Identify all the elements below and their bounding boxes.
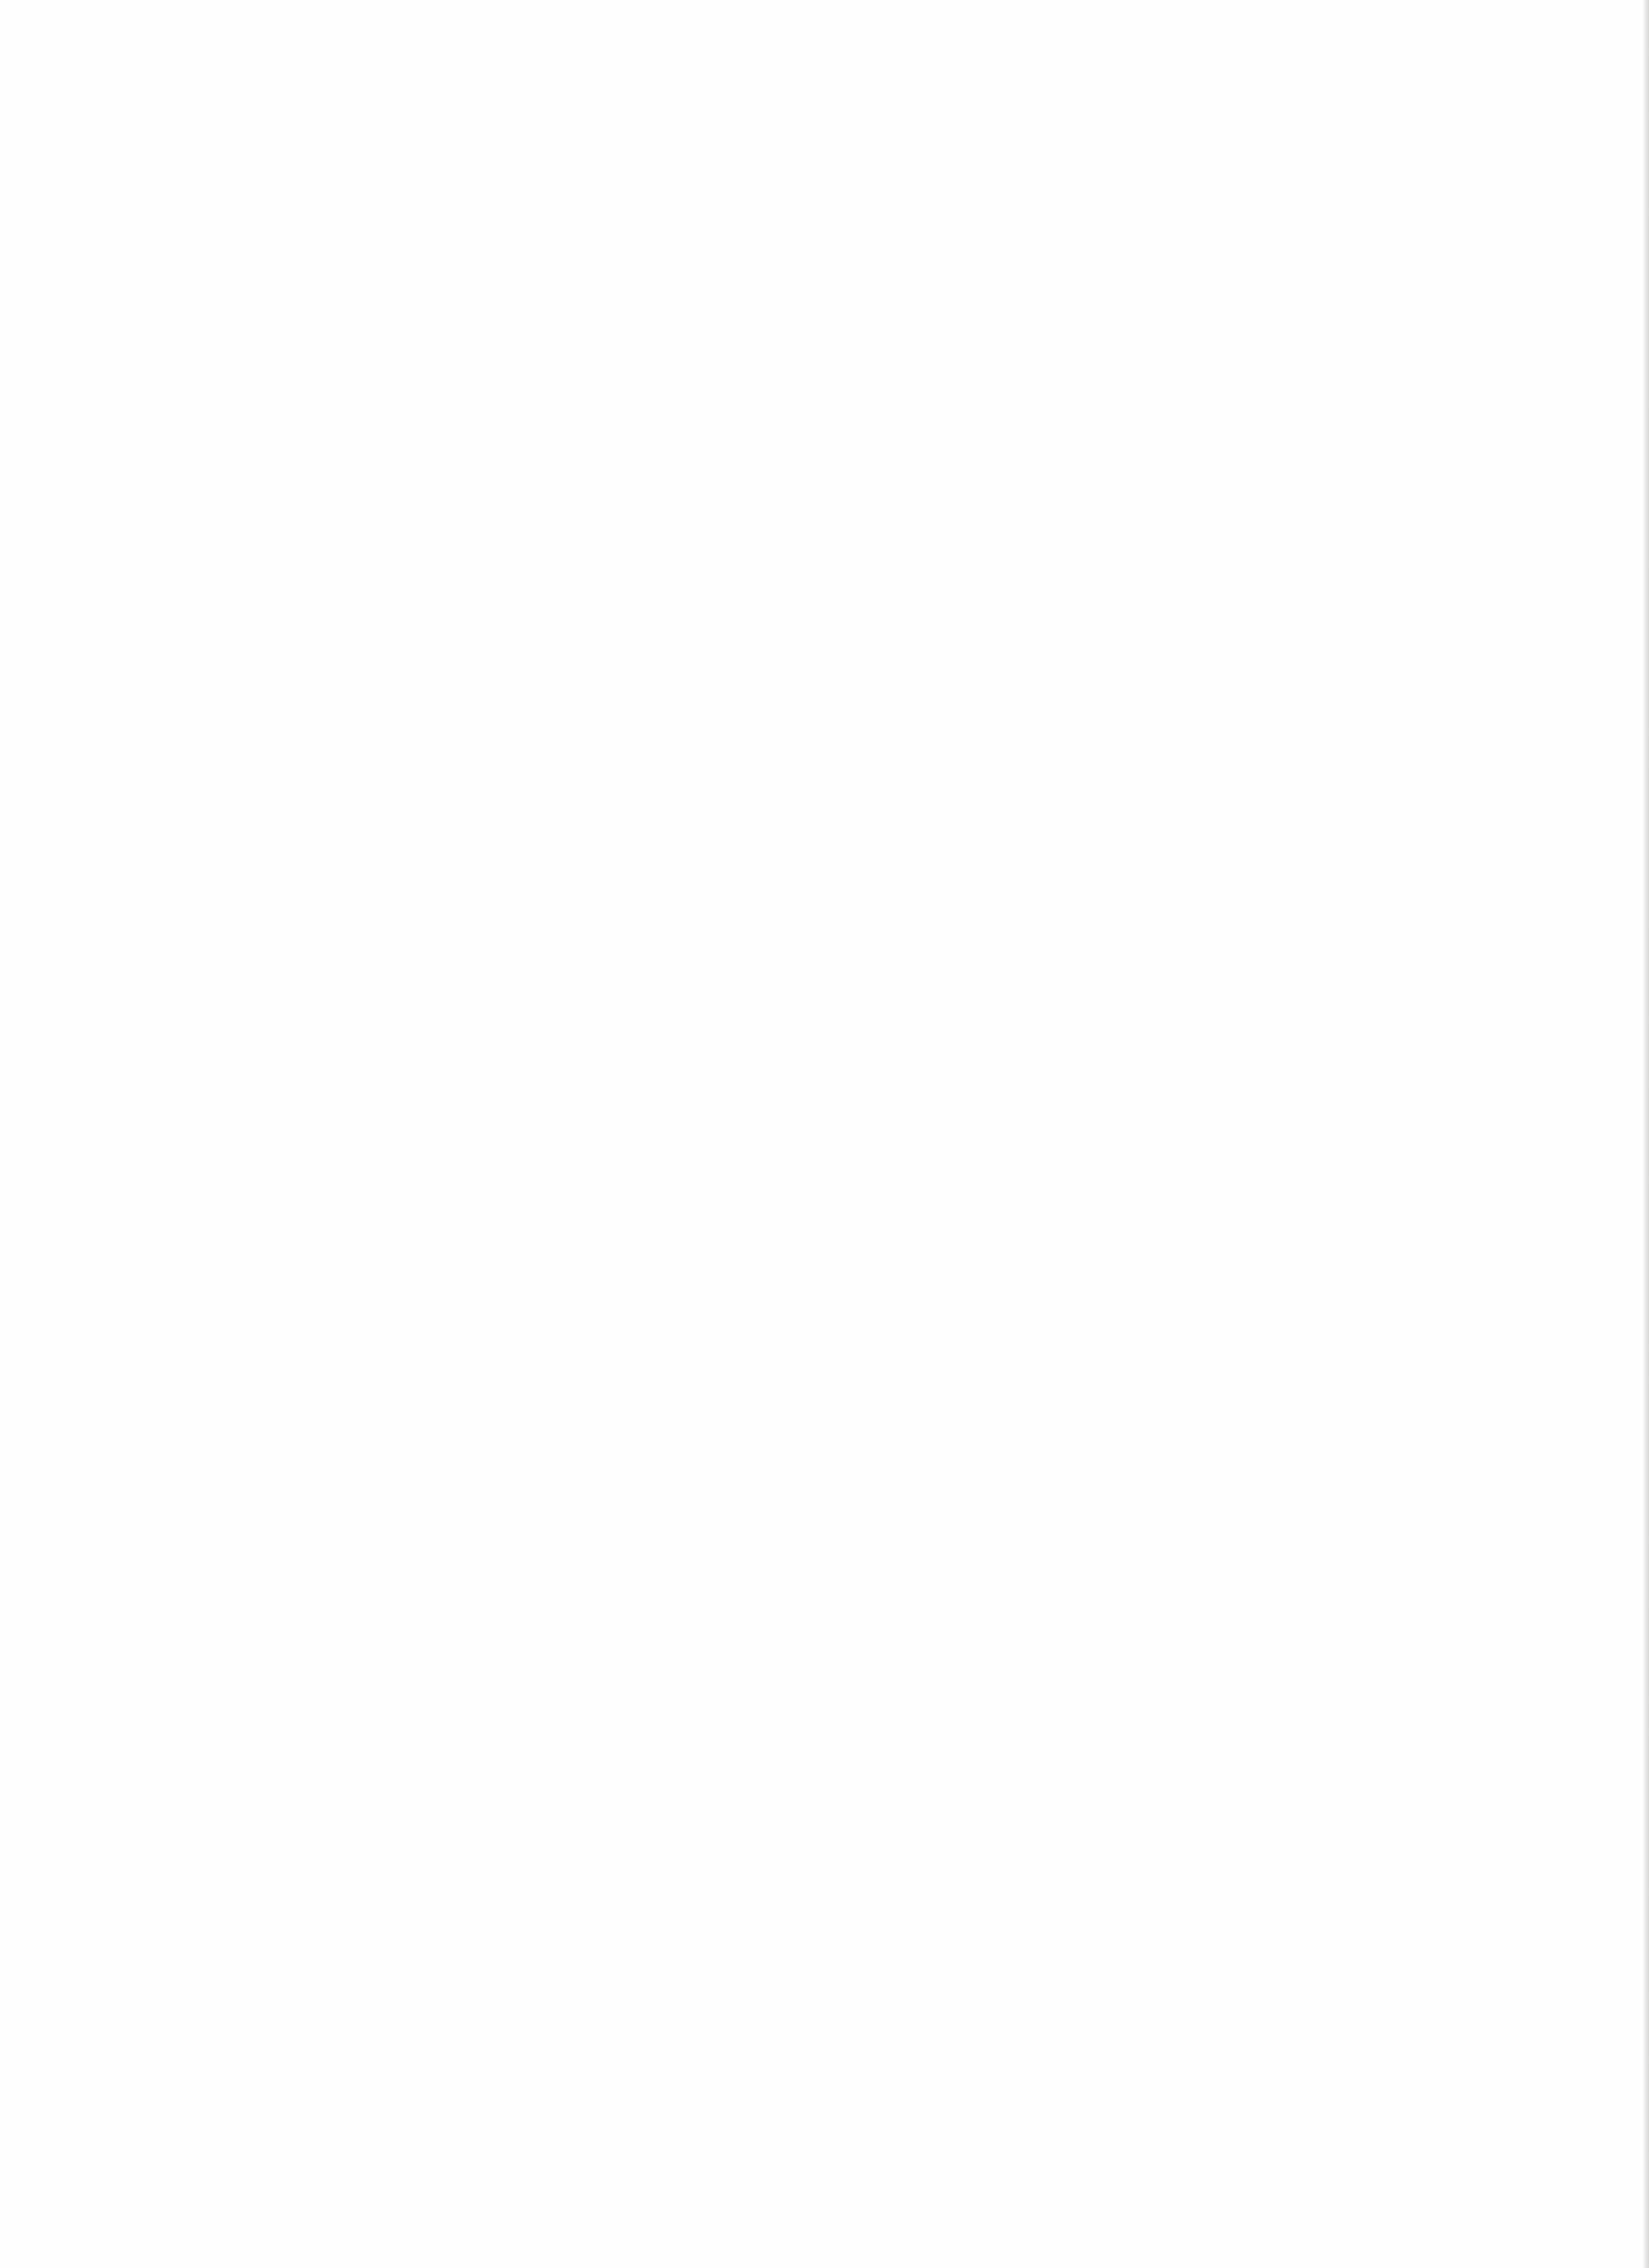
scan-edge bbox=[1643, 0, 1649, 2268]
